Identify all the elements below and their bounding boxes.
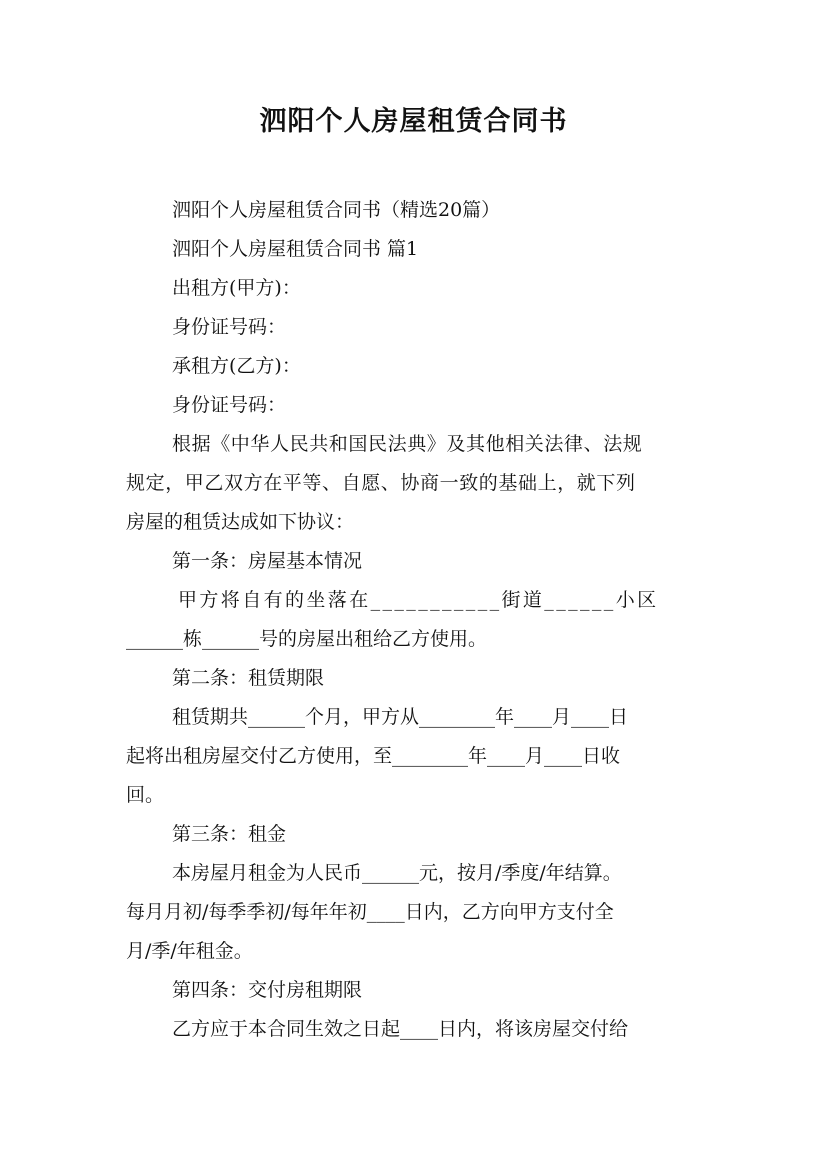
section-heading: 泗阳个人房屋租赁合同书 篇1 [172,238,419,260]
body-paragraph-line: 每月月初/每季季初/每年年初____日内，乙方向甲方支付全 [126,901,614,923]
body-paragraph-line: 回。 [126,784,165,806]
article-heading: 第四条：交付房租期限 [172,979,363,1001]
article-heading: 第二条：租赁期限 [172,667,325,689]
body-paragraph-line: ______栋______号的房屋出租给乙方使用。 [126,628,488,650]
article-heading: 第三条：租金 [172,823,287,845]
body-paragraph-line: 房屋的租赁达成如下协议： [126,511,355,533]
body-paragraph-line: 根据《中华人民共和国民法典》及其他相关法律、法规 [172,433,643,455]
article-heading: 第一条：房屋基本情况 [172,550,363,572]
body-paragraph-line: 本房屋月租金为人民币______元，按月/季度/年结算。 [172,862,622,884]
lessee-id-label: 身份证号码： [172,394,287,416]
subtitle-line: 泗阳个人房屋租赁合同书（精选20篇） [172,199,501,221]
lessee-label: 承租方(乙方)： [172,355,301,377]
body-paragraph-line: 月/季/年租金。 [126,940,253,962]
body-paragraph-line: 起将出租房屋交付乙方使用，至________年____月____日收 [126,745,621,767]
lessor-label: 出租方(甲方)： [172,277,301,299]
body-paragraph-line: 租赁期共______个月，甲方从________年____月____日 [172,706,629,728]
document-title: 泗阳个人房屋租赁合同书 [259,106,568,137]
body-paragraph-line: 乙方应于本合同生效之日起____日内，将该房屋交付给 [172,1018,629,1040]
lessor-id-label: 身份证号码： [172,316,287,338]
body-paragraph-line: 甲方将自有的坐落在___________街道______小区 [178,589,659,611]
body-paragraph-line: 规定，甲乙双方在平等、自愿、协商一致的基础上，就下列 [126,472,636,494]
